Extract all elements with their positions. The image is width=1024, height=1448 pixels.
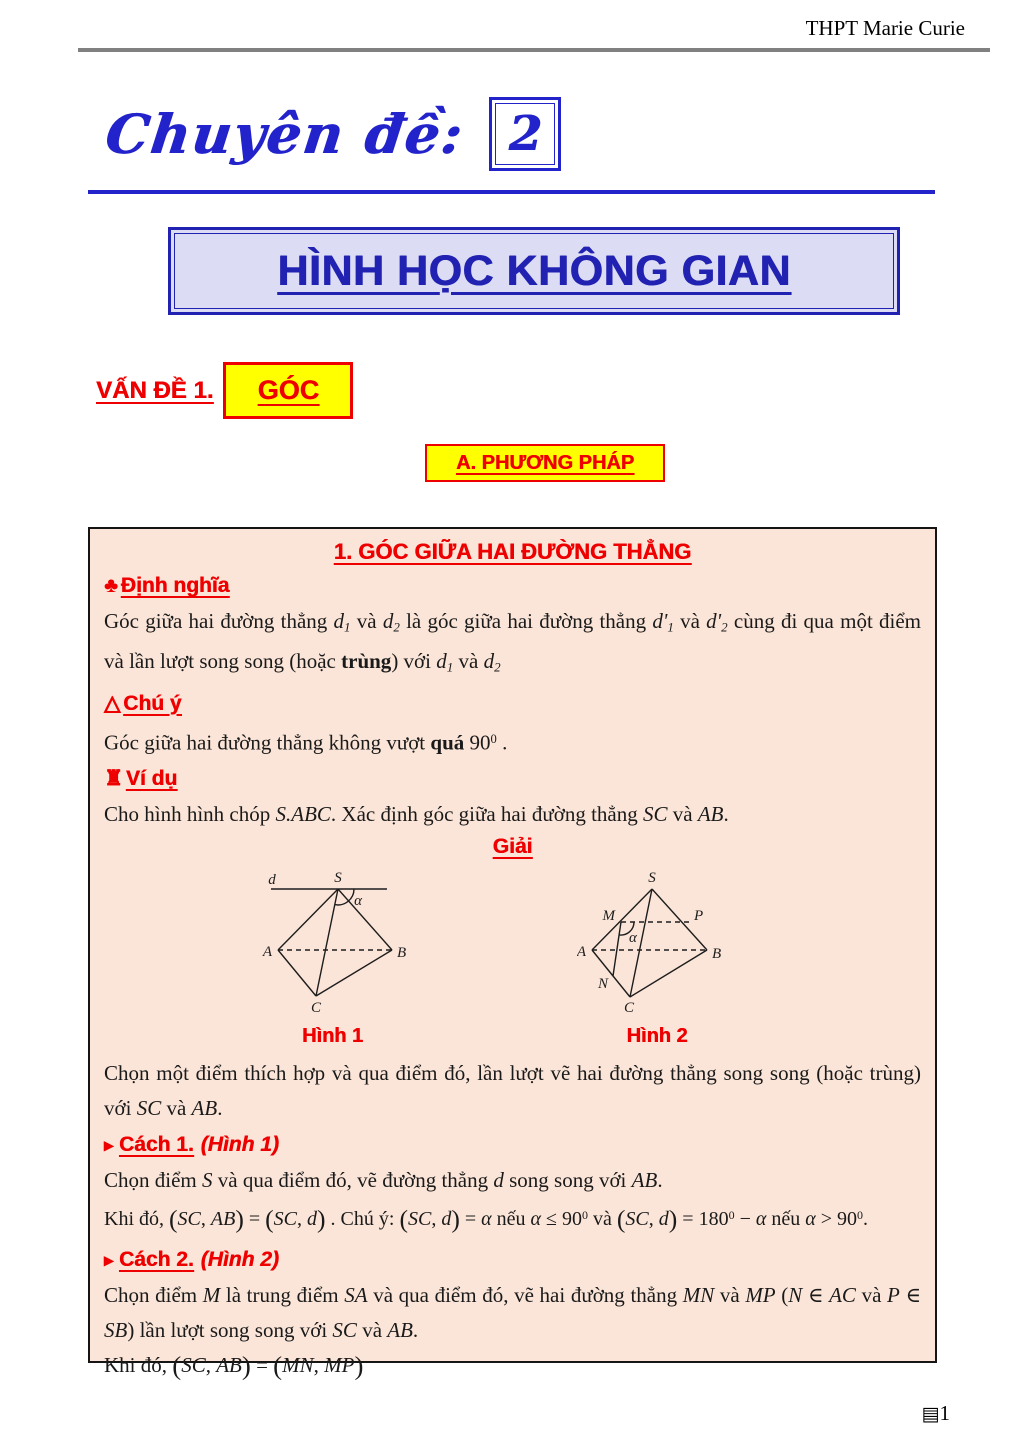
definition-text: Góc giữa hai đường thẳng d1 và d2 là góc giữa hai đường thẳng d'1 và d'2 cùng đi qua một điểm và lần lượt song song (hoặc trùng) với d1 và d2 bbox=[104, 609, 922, 675]
method2-formula-text: Khi đó, (SC, AB) = (MN, MP) bbox=[104, 1350, 364, 1381]
club-icon: ♣ bbox=[104, 574, 118, 597]
section-title: 1. GÓC GIỮA HAI ĐƯỜNG THẲNG bbox=[333, 539, 692, 564]
method1-formula-text: Khi đó, (SC, AB) = (SC, d) . Chú ý: (SC, d) = α nếu $\alpha \le 90^0$ và (SC, $d) = 180^0 - \alpha$ nếu $\alpha > 90^0$. bbox=[104, 1204, 869, 1234]
page-header bbox=[0, 0, 1024, 41]
problem-label: VẤN ĐỀ 1. bbox=[96, 376, 214, 404]
edge-CB bbox=[316, 950, 392, 996]
page-icon: ▤ bbox=[921, 1404, 940, 1425]
point-label-N: N bbox=[597, 975, 608, 992]
example-heading bbox=[104, 764, 921, 794]
figure-1 bbox=[250, 869, 415, 1048]
vertex-label-B: B bbox=[397, 944, 407, 961]
figures-row bbox=[104, 869, 921, 1048]
chapter-number-box bbox=[489, 97, 561, 171]
point-label-P: P bbox=[694, 907, 704, 924]
method2-step-text: Chọn điểm M là trung điểm SA và qua điểm đó, vẽ hai đường thẳng MN và MP (N ∈ AC và P ∈ SB) lần lượt song song với SC và AB. bbox=[104, 1282, 922, 1342]
banner-rule bbox=[88, 190, 935, 194]
problem-topic: GÓC bbox=[257, 375, 320, 405]
triangle-bullet-icon: ▸ bbox=[104, 1249, 113, 1270]
segment-MN bbox=[613, 922, 621, 976]
content-panel bbox=[88, 527, 937, 1381]
figure-2 bbox=[577, 869, 737, 1048]
vertex-label-A: A bbox=[577, 943, 586, 960]
edge-SA bbox=[278, 889, 338, 950]
edge-CB bbox=[630, 950, 707, 997]
method1-heading bbox=[104, 1130, 921, 1160]
page-title: HÌNH HỌC KHÔNG GIAN bbox=[277, 246, 791, 295]
example-text: Cho hình hình chóp S.ABC. Xác định góc giữa hai đường thẳng SC và AB. bbox=[104, 801, 729, 826]
point-label-M: M bbox=[602, 907, 615, 924]
method1-figure-ref: (Hình 1) bbox=[200, 1132, 279, 1156]
method2-heading bbox=[104, 1245, 921, 1275]
page-footer bbox=[922, 1401, 950, 1426]
definition-heading bbox=[104, 571, 921, 601]
edge-AC bbox=[278, 950, 316, 996]
vertex-label-A: A bbox=[262, 943, 272, 960]
method-section-box bbox=[425, 444, 665, 482]
triangle-icon: △ bbox=[104, 691, 121, 715]
vertex-label-C: C bbox=[623, 999, 635, 1016]
example-label: Ví dụ bbox=[125, 766, 178, 790]
problem-row bbox=[96, 362, 1024, 419]
page-number: 1 bbox=[939, 1401, 950, 1425]
problem-topic-box bbox=[223, 362, 353, 419]
method1-label: Cách 1. bbox=[118, 1132, 194, 1156]
method2-figure-ref: (Hình 2) bbox=[200, 1247, 279, 1271]
edge-SA bbox=[592, 889, 652, 950]
header-rule bbox=[78, 48, 990, 52]
chapter-number: 2 bbox=[508, 106, 543, 162]
note-label: Chú ý bbox=[123, 691, 182, 715]
vertex-label-B: B bbox=[712, 945, 722, 962]
figure-1-caption: Hình 1 bbox=[301, 1024, 364, 1047]
vertex-label-S: S bbox=[334, 869, 342, 886]
vertex-label-C: C bbox=[310, 999, 322, 1016]
main-title-box bbox=[168, 227, 900, 315]
edge-SB bbox=[338, 889, 392, 950]
chapter-script-text: Chuyên đề: bbox=[102, 102, 468, 166]
method-section-label: A. PHƯƠNG PHÁP bbox=[455, 451, 635, 474]
figure-1-drawing bbox=[250, 869, 415, 1016]
solution-label: Giải bbox=[492, 834, 533, 858]
figure-2-caption: Hình 2 bbox=[626, 1024, 688, 1047]
note-text: Góc giữa hai đường thẳng không vượt quá $90^0$ . bbox=[104, 729, 508, 754]
definition-label: Định nghĩa bbox=[120, 574, 230, 597]
triangle-bullet-icon: ▸ bbox=[104, 1134, 113, 1155]
method2-label: Cách 2. bbox=[118, 1247, 194, 1271]
castle-icon: ♜ bbox=[104, 766, 123, 790]
method1-step-text: Chọn điểm S và qua điểm đó, vẽ đường thẳng d song song với AB. bbox=[104, 1167, 663, 1192]
solution-heading bbox=[104, 835, 921, 859]
school-name: THPT Marie Curie bbox=[805, 16, 965, 40]
figure-2-drawing bbox=[577, 869, 737, 1016]
vertex-label-S: S bbox=[648, 869, 656, 886]
angle-label-alpha: α bbox=[354, 892, 362, 909]
vertex-label-d: d bbox=[268, 871, 276, 888]
note-heading bbox=[104, 689, 921, 719]
angle-label-alpha: α bbox=[629, 929, 637, 946]
chapter-banner bbox=[102, 88, 1024, 180]
strategy-text: Chọn một điểm thích hợp và qua điểm đó, lần lượt vẽ hai đường thẳng song song (hoặc trùng) với SC và AB. bbox=[104, 1060, 921, 1120]
